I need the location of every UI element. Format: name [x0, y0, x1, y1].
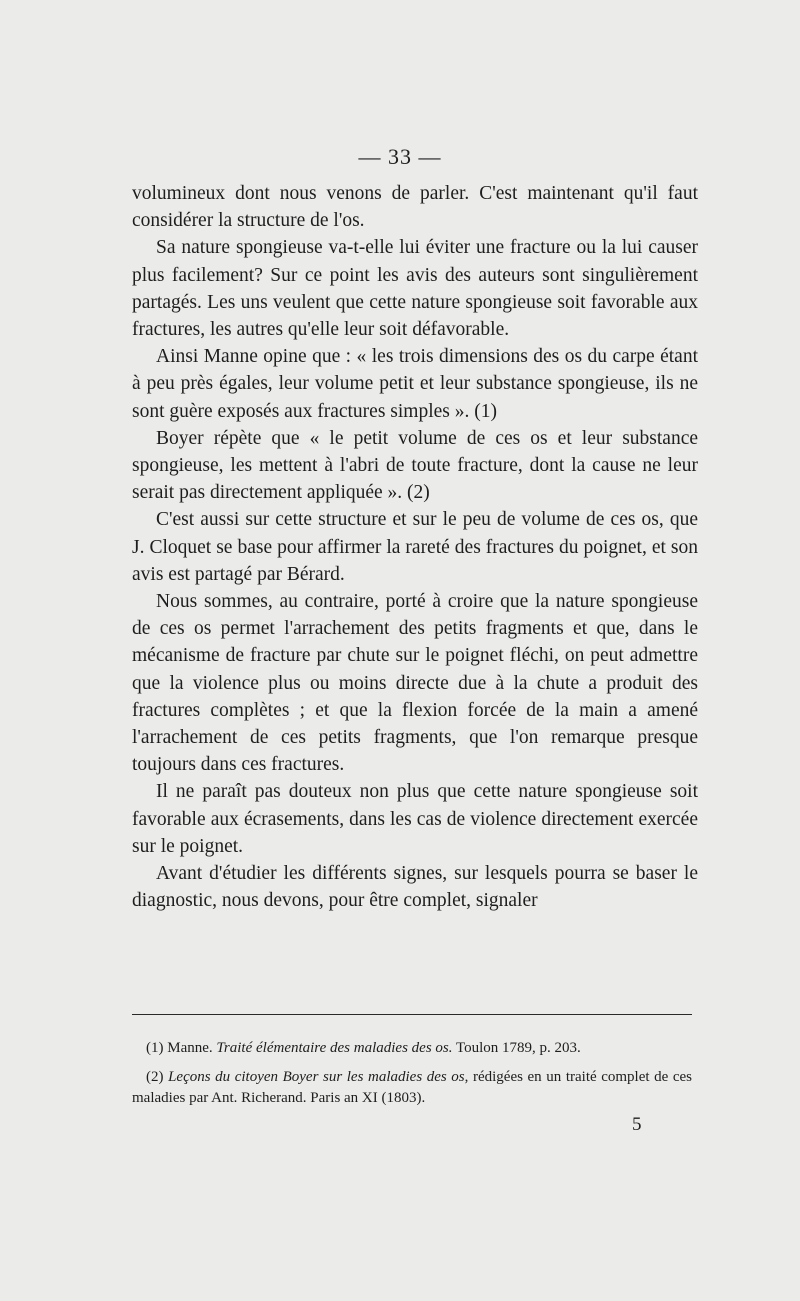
- paragraph: Avant d'étudier les différents signes, sur lesquels pourra se baser le diagnostic, nous devons, pour être complet, signaler: [132, 863, 698, 912]
- footnote-author: Manne.: [167, 1040, 213, 1056]
- paragraph: Boyer répète que « le petit volume de ces os et leur substance spongieuse, les mettent à l'abri de toute fracture, dont la cause ne leur serait pas directement appliquée ». (2): [132, 427, 698, 504]
- paragraph: Sa nature spongieuse va-t-elle lui éviter une fracture ou la lui causer plus facilement? Sur ce point les avis des auteurs sont singulièrement partagés. Les uns veulent que cette nature spongieuse soit favorable aux fractures, les autres qu'elle leur soit défavorable.: [132, 237, 698, 341]
- paragraph: Ainsi Manne opine que : « les trois dimensions des os du carpe étant à peu près égales, leur volume petit et leur substance spongieuse, ils ne sont guère exposés aux fractures simples ». (1): [132, 346, 698, 422]
- footnote-rest: Toulon 1789, p. 203.: [455, 1040, 581, 1056]
- footnote-title: Traité élémentaire des maladies des os.: [216, 1040, 453, 1056]
- paragraph: Nous sommes, au contraire, porté à croire que la nature spongieuse de ces os permet l'arrachement des petits fragments et que, dans le mécanisme de fracture par chute sur le poignet fléchi, on peut admettre que la violence plus ou moins directe due à la chute a produit des fractures complètes ; et que la flexion forcée de la main a amené l'arrachement de ces petits fragments, que l'on remarque presque toujours dans ces fractures.: [132, 591, 698, 776]
- signature-mark: 5: [632, 1114, 642, 1135]
- footnote-title: Leçons du citoyen Boyer sur les maladies des os: [168, 1069, 465, 1085]
- footnote: [132, 1067, 692, 1109]
- footnote: [132, 1038, 692, 1059]
- page-number: — 33 —: [358, 144, 442, 169]
- footnote-marker: (1): [146, 1040, 164, 1056]
- footnote-divider: [132, 1014, 692, 1015]
- paragraph: C'est aussi sur cette structure et sur le peu de volume de ces os, que J. Cloquet se base pour affirmer la rareté des fractures du poignet, et son avis est partagé par Bérard.: [132, 509, 698, 585]
- paragraph: Il ne paraît pas douteux non plus que cette nature spongieuse soit favorable aux écrasements, dans les cas de violence directement exercée sur le poignet.: [132, 781, 698, 857]
- paragraph: volumineux dont nous venons de parler. C'est maintenant qu'il faut considérer la structure de l'os.: [132, 183, 698, 232]
- footnotes: [132, 1038, 692, 1117]
- footnote-rest: , rédigées en un traité complet de ces maladies par Ant. Richerand. Paris an XI (1803).: [132, 1069, 692, 1106]
- footnote-marker: (2): [146, 1069, 164, 1085]
- body-text: [132, 180, 698, 914]
